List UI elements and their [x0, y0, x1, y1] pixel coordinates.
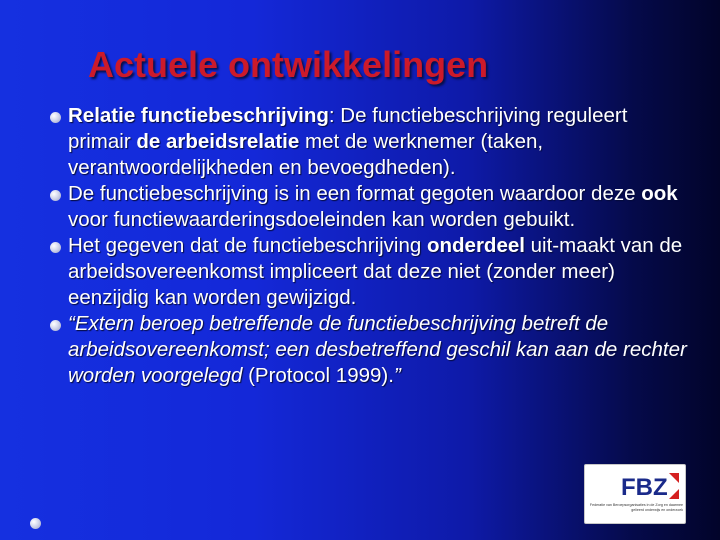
bullet-dot-icon [50, 190, 61, 201]
bullet-dot-icon [50, 112, 61, 123]
bullet-item [50, 181, 690, 233]
bullet-text: Het gegeven dat de functiebeschrijving onderdeel uit-maakt van de arbeidsovereenkomst impliceert dat deze niet (zonder meer) eenzijdig kan worden gewijzigd. [68, 234, 683, 309]
fbz-logo-mark-icon [619, 471, 681, 501]
logo-subtext: Federatie van Beroepsorganisaties in de Zorg en daarmee gelieerd onderwijs en onderzoek [589, 503, 683, 512]
bullet-item [50, 233, 690, 311]
bullet-text: De functiebeschrijving is in een format gegoten waardoor deze ook voor functiewaarderingsdoeleinden kan worden gebuikt. [68, 182, 678, 231]
logo-accent-shape [669, 489, 679, 499]
bullet-dot-icon [50, 242, 61, 253]
logo-accent-shape [669, 473, 679, 483]
logo-wordmark: FBZ [621, 474, 668, 501]
bullet-item [50, 103, 690, 181]
bullet-text: “Extern beroep betreffende de functiebeschrijving betreft de arbeidsovereenkomst; een desbetreffend geschil kan aan de rechter worden voorgelegd (Protocol 1999).” [68, 312, 687, 387]
bullet-dot-icon [50, 320, 61, 331]
bullet-text: Relatie functiebeschrijving: De functiebeschrijving reguleert primair de arbeidsrelatie met de werknemer (taken, verantwoordelijkheden en bevoegdheden). [68, 104, 628, 179]
bullet-list [50, 103, 690, 389]
fbz-logo [584, 464, 686, 524]
bullet-item [50, 311, 690, 389]
empty-bullet-dot-icon [30, 518, 41, 529]
slide-title: Actuele ontwikkelingen [88, 44, 489, 85]
